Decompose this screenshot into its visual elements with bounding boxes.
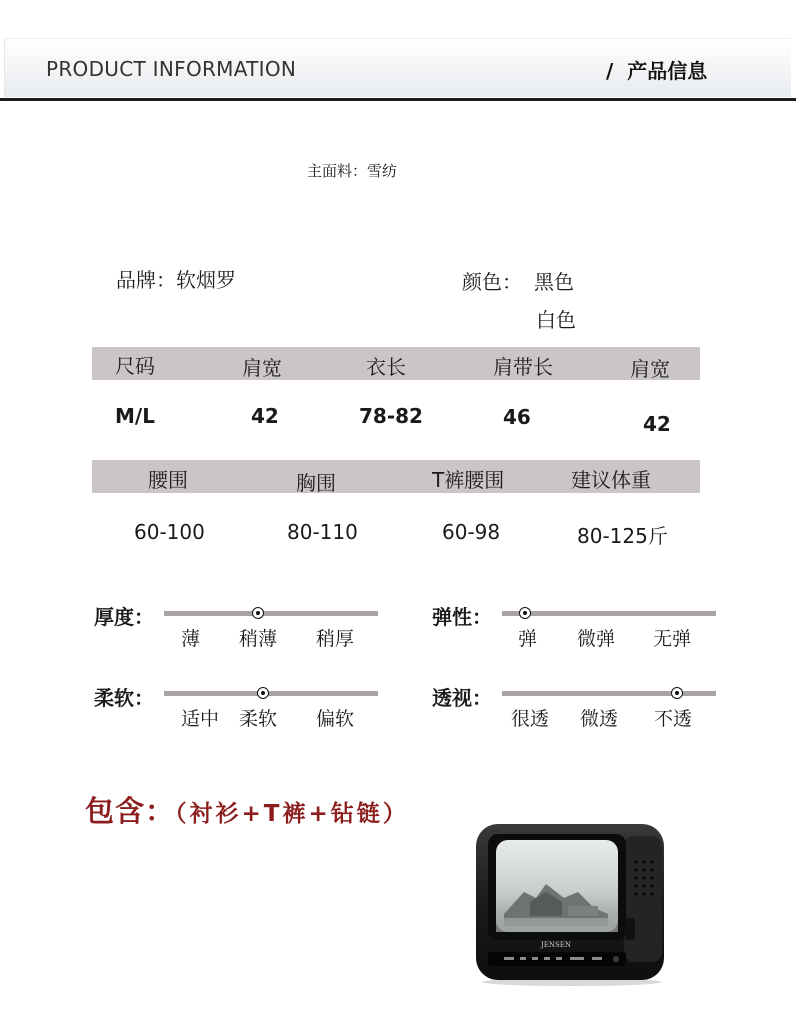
softness-scale-track [164,691,378,696]
package-contents-label: 包含： [85,794,176,828]
table-1-header-strap: 肩带长 [493,355,553,379]
package-contents [85,789,409,830]
color-label: 颜色： [462,270,522,294]
table-1-cell-shoulder-2: 42 [643,412,671,436]
table-2-cell-bust: 80-110 [287,520,358,544]
thickness-option-thin: 薄 [181,628,201,650]
transparency-label: 透视： [432,686,492,710]
table-2-header-tpants-waist: T裤腰围 [432,468,505,492]
table-2-header-bust: 胸围 [296,471,336,495]
color-value-black: 黑色 [534,270,574,294]
table-1-cell-size: M/L [115,404,155,428]
table-2-cell-weight: 80-125斤 [577,524,668,548]
elasticity-option-no-stretch: 无弹 [653,628,692,650]
table-1-header-shoulder-2: 肩宽 [630,357,670,381]
thickness-scale-track [164,611,378,616]
thickness-scale-marker [252,607,264,619]
table-1-header-length: 衣长 [366,355,406,379]
table-2-cell-tpants-waist: 60-98 [442,520,501,544]
softness-option-soft: 柔软 [239,708,278,730]
header-title-cn: / 产品信息 [606,59,708,83]
transparency-option-opaque: 不透 [654,708,693,730]
table-1-header-shoulder: 肩宽 [242,356,282,380]
tv-brand-label: JENSEN [540,941,572,949]
softness-option-moderate: 适中 [181,708,220,730]
softness-option-softer: 偏软 [316,708,355,730]
header-divider [0,98,796,101]
thickness-option-slightly-thin: 稍薄 [239,628,278,650]
transparency-option-slightly-sheer: 微透 [580,708,619,730]
tv-image [474,822,668,986]
table-1-cell-strap: 46 [503,405,531,429]
softness-scale-marker [257,687,269,699]
main-fabric: 主面料：雪纺 [307,162,398,180]
elasticity-scale-track [502,611,716,616]
transparency-option-very-sheer: 很透 [511,708,550,730]
color-value-white: 白色 [536,308,576,332]
thickness-option-slightly-thick: 稍厚 [316,628,355,650]
transparency-scale-track [502,691,716,696]
header-title-en: PRODUCT INFORMATION [46,57,297,81]
table-1-cell-length: 78-82 [359,404,423,428]
softness-label: 柔软： [94,686,154,710]
package-contents-items: （衬衫+T裤+钻链） [175,801,409,827]
table-1-cell-shoulder: 42 [251,404,279,428]
elasticity-option-slight-stretch: 微弹 [577,628,616,650]
transparency-scale-marker [671,687,683,699]
table-2-cell-waist: 60-100 [134,520,205,544]
brand: 品牌：软烟罗 [116,268,236,292]
table-2-header-waist: 腰围 [148,468,188,492]
table-2-header-weight: 建议体重 [571,468,651,492]
elasticity-label: 弹性： [432,605,492,629]
elasticity-option-stretch: 弹 [518,628,538,650]
elasticity-scale-marker [519,607,531,619]
table-1-header-size: 尺码 [115,354,155,378]
thickness-label: 厚度： [94,605,154,629]
